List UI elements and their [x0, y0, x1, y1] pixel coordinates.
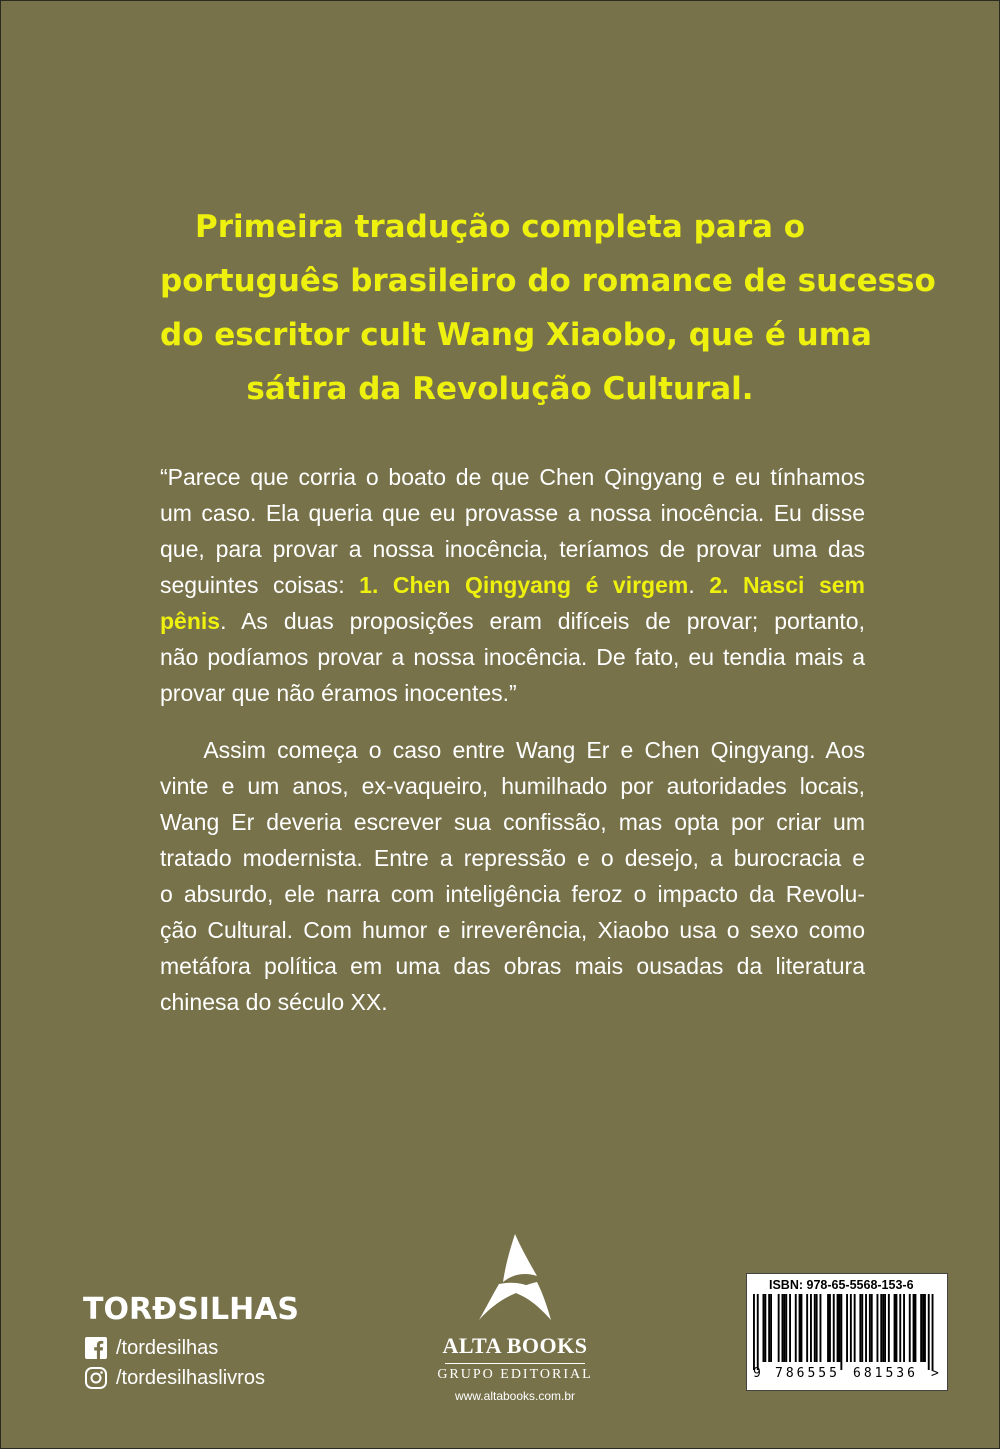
- barcode-bar: [913, 1294, 915, 1362]
- barcode-bar: [820, 1294, 822, 1362]
- headline-line: sátira da Revolução Cultural.: [246, 371, 754, 407]
- barcode-bar: [801, 1294, 803, 1362]
- barcode-digits: [747, 1366, 947, 1386]
- instagram-icon: [84, 1366, 108, 1390]
- description-line: Assim começa o caso entre Wang Er e Chen Qingyang. Aos: [160, 737, 865, 763]
- publisher-url: www.altabooks.com.br: [454, 1389, 576, 1403]
- barcode-bar: [896, 1294, 898, 1362]
- quote-line: [160, 567, 865, 603]
- barcode-bar: [770, 1294, 772, 1362]
- barcode-bar: [903, 1294, 905, 1362]
- body-text: [160, 459, 865, 1020]
- quote-text: . As duas proposições eram difíceis de provar; portanto,: [220, 608, 865, 634]
- headline: [160, 200, 936, 416]
- barcode-right-group: 681536: [853, 1366, 918, 1381]
- quote-line: provar que não éramos inocentes.”: [160, 680, 517, 706]
- isbn-barcode-box: [746, 1273, 948, 1391]
- facebook-handle: /tordesilhas: [116, 1336, 219, 1359]
- barcode-bar: [763, 1294, 765, 1362]
- barcode-left-group: 786555: [775, 1366, 840, 1381]
- instagram-handle: /tordesilhaslivros: [116, 1366, 265, 1389]
- highlight-penis: pênis: [160, 608, 221, 634]
- quote-line: “Parece que corria o boato de que Chen Qingyang e eu tínhamos: [160, 464, 865, 490]
- barcode-bar: [837, 1294, 839, 1362]
- barcode-bar: [850, 1294, 852, 1362]
- description-line: Wang Er deveria escrever sua confissão, mas opta por criar um: [160, 809, 865, 835]
- barcode-bar: [861, 1294, 863, 1362]
- imprint-logo: TORÐSILHAS: [83, 1292, 300, 1327]
- barcode-bar: [757, 1294, 759, 1370]
- instagram-link[interactable]: [84, 1363, 265, 1393]
- isbn-label: ISBN: 978-65-5568-153-6: [769, 1278, 914, 1292]
- barcode-bar: [839, 1294, 841, 1362]
- barcode-end-mark: >: [931, 1366, 939, 1381]
- barcode-bar: [829, 1294, 831, 1362]
- barcode-bar: [932, 1294, 934, 1370]
- publisher-logo: [430, 1232, 600, 1403]
- barcode-bar: [924, 1294, 926, 1362]
- barcode-bar: [816, 1294, 818, 1362]
- description-line: metáfora política em uma das obras mais ousadas da literatura: [160, 953, 865, 979]
- publisher-subtitle: GRUPO EDITORIAL: [437, 1367, 593, 1382]
- quote-text: seguintes coisas:: [160, 572, 360, 598]
- barcode: [753, 1294, 941, 1370]
- barcode-bar: [899, 1294, 901, 1362]
- barcode-bar: [810, 1294, 812, 1362]
- barcode-bar: [909, 1294, 911, 1362]
- barcode-bar: [827, 1294, 829, 1362]
- barcode-bar: [882, 1294, 884, 1362]
- barcode-bar: [884, 1294, 886, 1362]
- barcode-bar: [840, 1294, 842, 1370]
- barcode-bar: [871, 1294, 873, 1362]
- barcode-bar: [814, 1294, 816, 1362]
- quote-paragraph: [160, 459, 865, 711]
- barcode-bar: [806, 1294, 808, 1362]
- barcode-bar: [888, 1294, 890, 1362]
- facebook-link[interactable]: [84, 1333, 218, 1363]
- barcode-bar: [764, 1294, 766, 1362]
- quote-line: que, para provar a nossa inocência, teríamos de provar uma das: [160, 536, 865, 562]
- description-paragraph: [160, 732, 865, 1020]
- description-line: ção Cultural. Com humor e irreverência, Xiaobo usa o sexo como: [160, 917, 865, 943]
- barcode-bar: [865, 1294, 867, 1362]
- publisher-name: ALTA BOOKS: [442, 1333, 588, 1358]
- quote-line: não podíamos provar a nossa inocência. De fato, eu tendia mais a: [160, 644, 865, 670]
- barcode-bar: [846, 1294, 848, 1362]
- barcode-bar: [859, 1294, 861, 1362]
- highlight-nasci-sem: 2. Nasci sem: [709, 572, 865, 598]
- barcode-bar: [768, 1294, 770, 1362]
- barcode-bar: [778, 1294, 780, 1362]
- description-line: o absurdo, ele narra com inteligência feroz o impacto da Revolu-: [160, 881, 865, 907]
- alta-books-mark-icon: [465, 1232, 565, 1324]
- barcode-bar: [789, 1294, 791, 1362]
- headline-line: Primeira tradução completa para o: [194, 209, 805, 245]
- quote-line: um caso. Ela queria que eu provasse a nossa inocência. Eu disse: [160, 500, 865, 526]
- barcode-bar: [782, 1294, 784, 1362]
- barcode-bar: [928, 1294, 930, 1370]
- facebook-icon: [84, 1336, 108, 1360]
- description-line: chinesa do século XX.: [160, 989, 388, 1015]
- quote-text: .: [688, 572, 710, 598]
- barcode-bar: [869, 1294, 871, 1362]
- barcode-bar: [922, 1294, 924, 1362]
- headline-line: do escritor cult Wang Xiaobo, que é uma: [160, 317, 872, 353]
- barcode-bar: [783, 1294, 785, 1362]
- barcode-bar: [920, 1294, 922, 1362]
- description-line: vinte e um anos, ex-vaqueiro, humilhado por autoridades locais,: [160, 773, 865, 799]
- highlight-virgem: 1. Chen Qingyang é virgem: [359, 572, 689, 598]
- barcode-bar: [753, 1294, 755, 1370]
- barcode-first-digit: 9: [753, 1366, 761, 1381]
- barcode-bar: [833, 1294, 835, 1362]
- description-line: tratado modernista. Entre a repressão e o desejo, a burocracia e: [160, 845, 865, 871]
- barcode-bar: [894, 1294, 896, 1362]
- barcode-bar: [799, 1294, 801, 1362]
- barcode-bar: [877, 1294, 879, 1362]
- barcode-bar: [795, 1294, 797, 1362]
- barcode-bar: [854, 1294, 856, 1362]
- publisher-divider: [445, 1363, 585, 1364]
- headline-line: português brasileiro do romance de sucesso: [160, 263, 936, 299]
- quote-line: [160, 603, 865, 639]
- barcode-bar: [880, 1294, 882, 1362]
- barcode-bar: [915, 1294, 917, 1362]
- barcode-bar: [785, 1294, 787, 1362]
